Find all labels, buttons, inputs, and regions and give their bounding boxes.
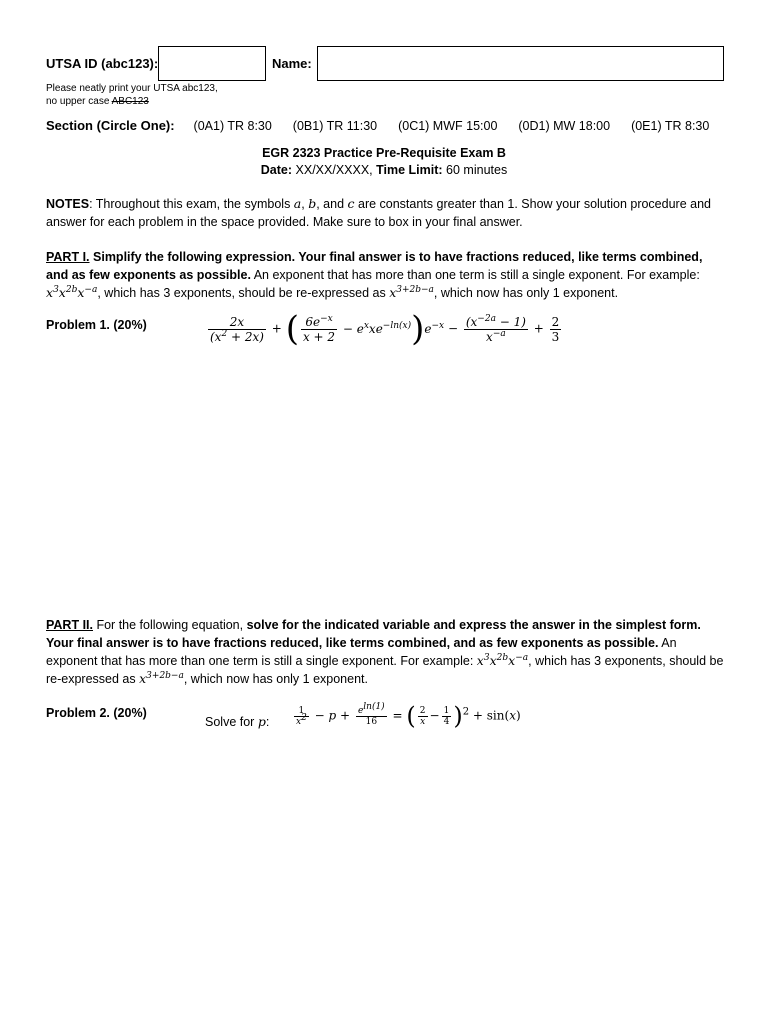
print-note — [46, 82, 218, 108]
utsa-id-field[interactable] — [158, 46, 266, 81]
part2-instructions: PART II. For the following equation, solve for the indicated variable and express the answer in the simplest form. Your final answer is to have fractions reduced, like terms combined, and as few exponents as possible. An exponent that has more than one term is still a single exponent. For example: $x^3x^{2b}x^{-a}$, which has 3 exponents, should be re-expressed as $x^{3+2b-a}$, which now has only 1 exponent. — [46, 618, 724, 686]
section-option[interactable]: (0E1) TR 8:30 — [631, 119, 710, 133]
part1-instructions: PART I. Simplify the following expression. Your final answer is to have fractions reduced, like terms combined, and as few exponents as possible. An exponent that has more than one term is still a single exponent. For example: $x^3x^{2b}x^{-a}$, which has 3 exponents, should be re-expressed as $x^{3+2b-a}$, which now has only 1 exponent. — [46, 250, 703, 300]
section-option[interactable]: (0B1) TR 11:30 — [292, 119, 378, 133]
solve-for-label: Solve for p: — [205, 714, 270, 729]
section-option[interactable]: (0C1) MWF 15:00 — [398, 119, 498, 133]
section-option[interactable]: (0A1) TR 8:30 — [193, 119, 272, 133]
problem2-label: Problem 2. (20%) — [46, 706, 147, 720]
print-note-line1: Please neatly print your UTSA abc123, — [46, 83, 218, 94]
section-label: Section (Circle One): — [46, 118, 175, 133]
exam-title: EGR 2323 Practice Pre-Requisite Exam B — [262, 146, 506, 160]
utsa-id-label: UTSA ID (abc123): — [46, 56, 159, 71]
section-row — [46, 118, 726, 133]
problem1-expression: $\frac{2x}{(x^2 + 2x)}$ + ( $\frac{6e^{-x}}{x + 2}$ − $e^xxe^{-ln(x)})e^{-x}$ − $\frac{(x^{-2a} - 1)}{x^{-a}}$ + $\frac{2}{3}$ — [210, 309, 560, 349]
struck-uppercase-example: ABC123 — [111, 96, 149, 107]
notes-paragraph: NOTES: Throughout this exam, the symbols a, b, and c are constants greater than 1. Show your solution procedure and answer for each problem in the space provided. Make sure to box in your final answer. — [46, 196, 711, 229]
name-field[interactable] — [317, 46, 724, 81]
section-option[interactable]: (0D1) MW 18:00 — [518, 119, 611, 133]
exam-title-block — [0, 145, 768, 179]
problem2-equation: $\frac{1}{x2}$ − p + $\frac{eln(1)}{16}$ = ( $\frac{2}{x}$ − $\frac{1}{4}$ )$^2$ + sin(x) — [296, 701, 521, 730]
exam-date-line: Date: XX/XX/XXXX, Time Limit: 60 minutes — [260, 163, 508, 177]
print-note-line2: no upper case ABC123 — [46, 96, 149, 107]
name-label: Name: — [272, 56, 312, 71]
problem1-label: Problem 1. (20%) — [46, 318, 147, 332]
